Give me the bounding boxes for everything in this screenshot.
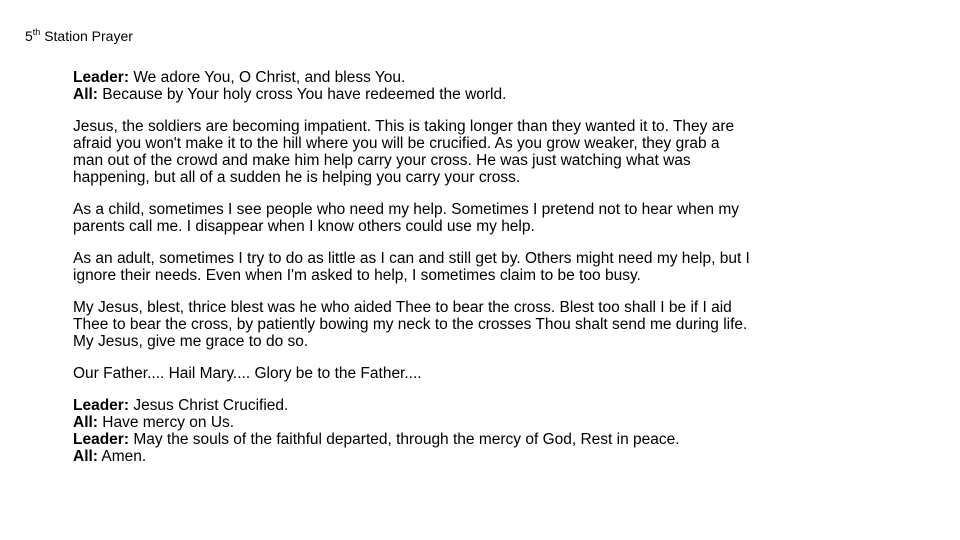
child-reflection-paragraph (73, 201, 888, 235)
all-text: Because by Your holy cross You have redeemed the world. (102, 86, 507, 103)
paragraph-line: Our Father.... Hail Mary.... Glory be to the Father.... (73, 365, 422, 382)
paragraph-line: parents call me. I disappear when I know others could use my help. (73, 218, 535, 235)
closing-line (73, 448, 888, 465)
closing-line (73, 414, 888, 431)
closing-text: May the souls of the faithful departed, through the mercy of God, Rest in peace. (133, 431, 680, 448)
closing-line (73, 431, 888, 448)
leader-label: Leader: (73, 69, 129, 86)
paragraph-line: As an adult, sometimes I try to do as little as I can and still get by. Others might need my help, but I (73, 250, 750, 267)
closing-line (73, 397, 888, 414)
closing-label: Leader: (73, 397, 129, 414)
closing-label: All: (73, 448, 98, 465)
leader-line (73, 69, 888, 86)
station-number-suffix: th (32, 27, 41, 37)
paragraph-line: Jesus, the soldiers are becoming impatient. This is taking longer than they wanted it to. They are (73, 118, 735, 135)
prayer-content (73, 69, 888, 480)
closing-text: Have mercy on Us. (102, 414, 235, 431)
all-label: All: (73, 86, 98, 103)
paragraph-line: As a child, sometimes I see people who need my help. Sometimes I pretend not to hear when my (73, 201, 739, 218)
prayers-line (73, 365, 888, 382)
closing-label: Leader: (73, 431, 129, 448)
all-line (73, 86, 888, 103)
closing-text: Amen. (101, 448, 147, 465)
station-number: 5 (25, 28, 33, 44)
paragraph-line: My Jesus, blest, thrice blest was he who aided Thee to bear the cross. Blest too shall I be if I aid (73, 299, 732, 316)
closing-label: All: (73, 414, 98, 431)
paragraph-line: Thee to bear the cross, by patiently bowing my neck to the crosses Thou shalt send me during life. (73, 316, 748, 333)
adult-reflection-paragraph (73, 250, 888, 284)
paragraph-line: man out of the crowd and make him help carry your cross. He was just watching what was (73, 152, 691, 169)
prayer-paragraph (73, 299, 888, 350)
closing-responsory (73, 397, 888, 465)
closing-text: Jesus Christ Crucified. (133, 397, 289, 414)
title-text: Station Prayer (44, 28, 133, 44)
slide-title (25, 27, 133, 45)
paragraph-line: My Jesus, give me grace to do so. (73, 333, 309, 350)
leader-text: We adore You, O Christ, and bless You. (133, 69, 406, 86)
reflection-paragraph (73, 118, 888, 186)
paragraph-line: afraid you won't make it to the hill where you will be crucified. As you grow weaker, they grab a (73, 135, 720, 152)
opening-responsory (73, 69, 888, 103)
paragraph-line: ignore their needs. Even when I'm asked to help, I sometimes claim to be too busy. (73, 267, 641, 284)
paragraph-line: happening, but all of a sudden he is helping you carry your cross. (73, 169, 521, 186)
